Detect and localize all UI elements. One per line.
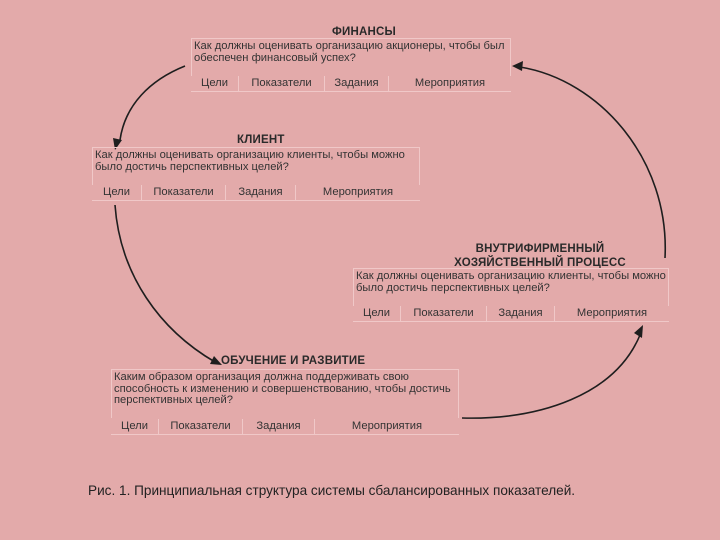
col-tasks: Задания <box>325 76 389 91</box>
process-title-line2: ХОЗЯЙСТВЕННЫЙ ПРОЦЕСС <box>454 257 626 269</box>
col-goals: Цели <box>191 76 239 91</box>
col-tasks: Задания <box>243 419 315 434</box>
finance-title: ФИНАНСЫ <box>332 26 396 38</box>
process-title <box>440 242 640 270</box>
client-question: Как должны оценивать организацию клиенты, чтобы можно было достичь перспективных целей? <box>92 147 420 185</box>
arrow-process-to-finance <box>520 67 665 258</box>
process-question: Как должны оценивать организацию клиенты, чтобы можно было достичь перспективных целей? <box>353 268 669 306</box>
process-columns <box>353 306 669 322</box>
finance-columns <box>191 76 511 92</box>
col-goals: Цели <box>111 419 159 434</box>
arrowhead-finance <box>512 61 523 71</box>
col-activities: Мероприятия <box>576 307 648 319</box>
col-goals: Цели <box>92 185 142 200</box>
learning-title: ОБУЧЕНИЕ И РАЗВИТИЕ <box>221 355 366 367</box>
col-indicators: Показатели <box>142 185 226 200</box>
learning-columns <box>111 419 459 435</box>
figure-caption: Рис. 1. Принципиальная структура системы сбалансированных показателей. <box>88 483 576 498</box>
col-tasks: Задания <box>487 306 555 321</box>
arrow-finance-to-client <box>120 66 185 140</box>
arrow-client-to-learning <box>115 205 215 362</box>
client-columns <box>92 185 420 201</box>
col-activities: Мероприятия <box>322 186 394 198</box>
col-tasks: Задания <box>226 185 296 200</box>
learning-question: Каким образом организация должна поддерживать свою способность к изменению и совершенствованию, чтобы достичь перспективных целей? <box>111 369 459 418</box>
col-goals: Цели <box>353 306 401 321</box>
col-indicators: Показатели <box>239 76 325 91</box>
finance-question: Как должны оценивать организацию акционеры, чтобы был обеспечен финансовый успех? <box>191 38 511 76</box>
arrow-learning-to-process <box>462 335 640 418</box>
col-indicators: Показатели <box>159 419 243 434</box>
process-title-line1: ВНУТРИФИРМЕННЫЙ <box>475 243 605 255</box>
col-activities: Мероприятия <box>414 77 486 89</box>
col-indicators: Показатели <box>401 306 487 321</box>
client-title: КЛИЕНТ <box>237 134 285 146</box>
col-activities: Мероприятия <box>351 420 423 432</box>
arrowhead-process <box>634 325 643 338</box>
